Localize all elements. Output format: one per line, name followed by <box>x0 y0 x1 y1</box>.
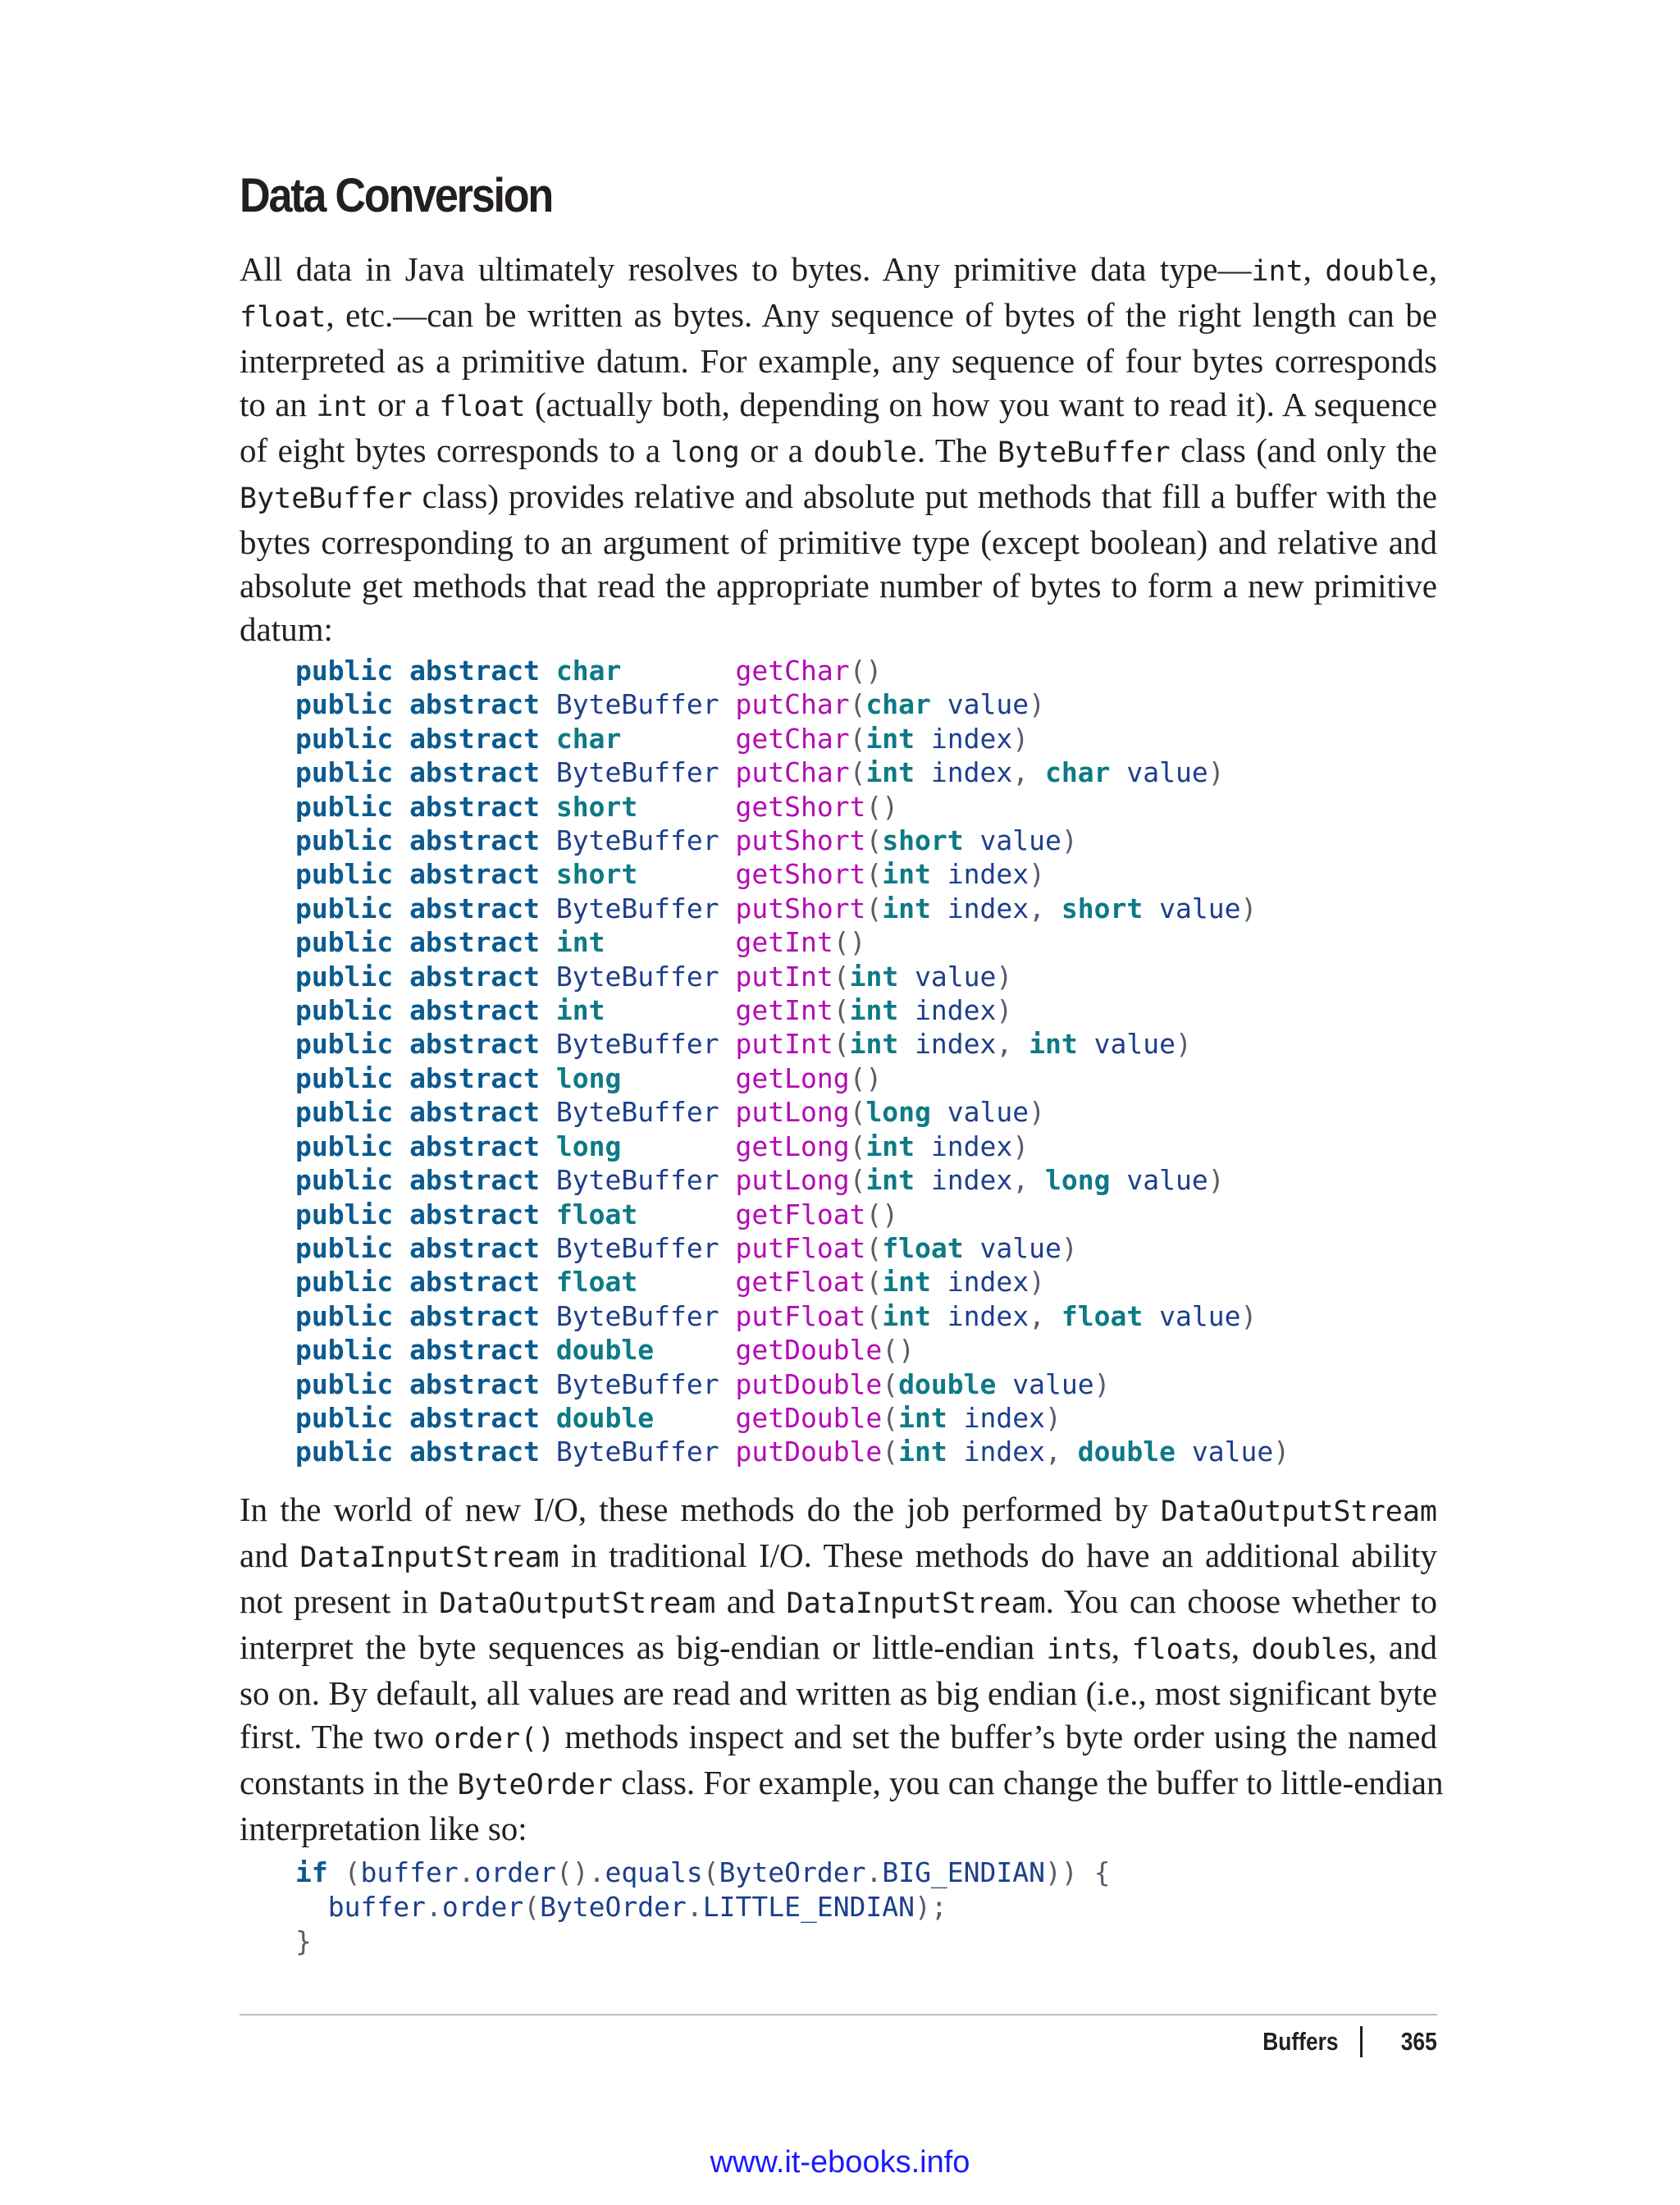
code-identifier: ByteOrder <box>540 1891 687 1923</box>
text-line: In the world of new I/O, these methods do the job performed by DataOutputStream <box>240 1491 1437 1528</box>
code-identifier: buffer <box>360 1856 459 1888</box>
inline-code: int <box>1046 1633 1098 1666</box>
code-punctuation: ); <box>915 1891 947 1923</box>
text-line: interpret the byte sequences as big-endian or little-endian ints, floats, doubles, and <box>240 1628 1437 1666</box>
code-punctuation: () <box>865 1198 899 1230</box>
code-type: int <box>882 1266 931 1299</box>
code-identifier: ByteOrder <box>719 1856 866 1888</box>
code-type: char <box>865 688 931 721</box>
code-identifier: index <box>930 1164 1013 1197</box>
code-method: getShort <box>735 858 866 891</box>
code-punctuation: , <box>1012 756 1029 789</box>
code-punctuation: () <box>865 790 899 823</box>
inline-code: ByteOrder <box>457 1769 613 1801</box>
code-keyword: abstract <box>409 1334 541 1367</box>
code-identifier: index <box>947 892 1029 924</box>
code-type: short <box>555 790 638 823</box>
code-identifier: value <box>1093 1028 1176 1061</box>
code-punctuation: ) <box>1045 1401 1061 1434</box>
code-punctuation: ( <box>865 858 883 891</box>
code-type: int <box>555 926 605 959</box>
code-method: getLong <box>735 1061 850 1094</box>
code-keyword: abstract <box>409 858 541 891</box>
text-line: to an int or a float (actually both, depending on how you want to read it). A sequence <box>240 386 1437 423</box>
inline-code: long <box>670 436 740 469</box>
inline-code: DataInputStream <box>786 1587 1046 1620</box>
code-punctuation: ( <box>865 1299 883 1332</box>
code-punctuation: () <box>849 1061 883 1094</box>
code-type: double <box>555 1334 655 1367</box>
code-identifier: value <box>1012 1367 1094 1400</box>
code-identifier: ByteBuffer <box>555 688 719 721</box>
code-punctuation: ( <box>849 756 866 789</box>
code-identifier: order <box>474 1856 556 1888</box>
text-line: not present in DataOutputStream and DataInputStream. You can choose whether to <box>240 1582 1438 1620</box>
code-punctuation: ( <box>849 688 866 721</box>
code-type: double <box>555 1401 655 1434</box>
code-identifier: ByteBuffer <box>555 892 719 924</box>
code-identifier: ByteBuffer <box>555 1028 719 1061</box>
inline-code: int <box>316 390 368 423</box>
code-type: short <box>1061 892 1144 924</box>
code-identifier: LITTLE_ENDIAN <box>702 1891 915 1923</box>
code-identifier: ByteBuffer <box>555 1299 719 1332</box>
code-keyword: public <box>295 1367 394 1400</box>
code-type: char <box>1045 756 1111 789</box>
code-method: putInt <box>735 1028 833 1061</box>
code-keyword: public <box>295 824 394 857</box>
code-keyword: public <box>295 892 394 924</box>
code-punctuation: ( <box>882 1367 899 1400</box>
code-punctuation: ( <box>702 1856 719 1888</box>
code-punctuation: ) <box>1029 1266 1046 1299</box>
code-punctuation: ) <box>1012 722 1029 755</box>
code-keyword: abstract <box>409 722 541 755</box>
code-identifier: index <box>947 1299 1029 1332</box>
code-identifier: BIG_ENDIAN <box>882 1856 1046 1888</box>
code-method: putLong <box>735 1164 850 1197</box>
code-identifier: ByteBuffer <box>555 756 719 789</box>
code-type: int <box>898 1401 947 1434</box>
footer-rule <box>240 2014 1437 2016</box>
code-keyword: abstract <box>409 1061 541 1094</box>
code-type: long <box>555 1061 622 1094</box>
code-type: int <box>865 1130 915 1162</box>
code-type: double <box>1077 1436 1176 1468</box>
code-punctuation: (). <box>555 1856 605 1888</box>
inline-code: int <box>1251 255 1303 288</box>
inline-code: float <box>439 390 526 423</box>
inline-code: DataInputStream <box>299 1541 559 1574</box>
code-punctuation: ( <box>344 1856 361 1888</box>
watermark-link[interactable]: www.it-ebooks.info <box>710 2145 970 2180</box>
code-type: int <box>865 722 915 755</box>
code-keyword: public <box>295 1299 394 1332</box>
code-punctuation: )) <box>1045 1856 1078 1888</box>
code-identifier: buffer <box>327 1891 426 1923</box>
code-identifier: index <box>963 1401 1045 1434</box>
code-punctuation: ( <box>865 1266 883 1299</box>
code-identifier: ByteBuffer <box>555 824 719 857</box>
code-type: long <box>865 1096 931 1129</box>
code-keyword: abstract <box>409 1436 541 1468</box>
paragraph-intro <box>240 248 1437 651</box>
inline-code: DataOutputStream <box>439 1587 716 1620</box>
text-line: of eight bytes corresponds to a long or a double. The ByteBuffer class (and only the <box>240 431 1437 469</box>
code-punctuation: , <box>1045 1436 1061 1468</box>
code-identifier: value <box>947 688 1029 721</box>
code-keyword: public <box>295 926 394 959</box>
code-identifier: value <box>1126 1164 1208 1197</box>
code-method: putInt <box>735 960 833 993</box>
code-punctuation: , <box>1012 1164 1029 1197</box>
code-punctuation: ( <box>865 824 883 857</box>
code-keyword: abstract <box>409 960 541 993</box>
code-method: putShort <box>735 824 866 857</box>
code-listing-bytebuffer-methods <box>295 654 1290 1469</box>
code-keyword: abstract <box>409 1164 541 1197</box>
code-punctuation: . <box>425 1891 442 1923</box>
code-punctuation: () <box>882 1334 915 1367</box>
code-identifier: index <box>930 1130 1013 1162</box>
code-keyword: public <box>295 960 394 993</box>
code-type: int <box>882 892 931 924</box>
code-identifier: value <box>915 960 997 993</box>
code-punctuation: ) <box>996 960 1013 993</box>
code-keyword: abstract <box>409 1299 541 1332</box>
code-type: int <box>865 1164 915 1197</box>
code-method: putLong <box>735 1096 850 1129</box>
code-type: int <box>849 994 899 1027</box>
code-punctuation: ) <box>1175 1028 1192 1061</box>
code-identifier: equals <box>605 1856 703 1888</box>
code-keyword: abstract <box>409 892 541 924</box>
code-keyword: abstract <box>409 790 541 823</box>
code-keyword: public <box>295 756 394 789</box>
code-method: getDouble <box>735 1334 883 1367</box>
code-punctuation: () <box>833 926 866 959</box>
code-punctuation: } <box>295 1925 312 1957</box>
text-line: All data in Java ultimately resolves to bytes. Any primitive data type—int, double, <box>240 250 1437 288</box>
code-method: putFloat <box>735 1231 866 1264</box>
code-identifier: ByteBuffer <box>555 960 719 993</box>
code-keyword: abstract <box>409 688 541 721</box>
inline-code: float <box>240 301 326 334</box>
inline-code: ByteBuffer <box>240 482 413 515</box>
code-punctuation: . <box>865 1856 883 1888</box>
code-punctuation: ) <box>1208 756 1225 789</box>
code-type: int <box>849 1028 899 1061</box>
code-identifier: index <box>915 1028 997 1061</box>
code-identifier: value <box>1159 1299 1241 1332</box>
code-punctuation: ) <box>1029 858 1046 891</box>
code-identifier: ByteBuffer <box>555 1231 719 1264</box>
code-method: getFloat <box>735 1266 866 1299</box>
code-type: char <box>555 655 622 687</box>
code-type: char <box>555 722 622 755</box>
code-identifier: ByteBuffer <box>555 1096 719 1129</box>
code-punctuation: ( <box>833 1028 850 1061</box>
code-type: int <box>882 858 931 891</box>
code-punctuation: ( <box>523 1891 541 1923</box>
section-heading: Data Conversion <box>240 169 553 222</box>
code-punctuation: { <box>1093 1856 1111 1888</box>
code-keyword: abstract <box>409 824 541 857</box>
text-line: so on. By default, all values are read and written as big endian (i.e., most significant byte <box>240 1674 1437 1712</box>
code-type: long <box>555 1130 622 1162</box>
code-punctuation: ) <box>1093 1367 1111 1400</box>
code-punctuation: ( <box>833 960 850 993</box>
code-identifier: value <box>1126 756 1208 789</box>
code-type: float <box>882 1231 964 1264</box>
code-type: float <box>555 1266 638 1299</box>
code-keyword: public <box>295 1198 394 1230</box>
code-method: putShort <box>735 892 866 924</box>
code-keyword: public <box>295 1096 394 1129</box>
code-method: putChar <box>735 756 850 789</box>
inline-code: DataOutputStream <box>1160 1495 1437 1528</box>
code-keyword: public <box>295 655 394 687</box>
text-line: first. The two order() methods inspect and set the buffer’s byte order using the named <box>240 1718 1437 1755</box>
code-identifier: value <box>947 1096 1029 1129</box>
code-type: int <box>555 994 605 1027</box>
code-punctuation: ) <box>1012 1130 1029 1162</box>
code-identifier: index <box>915 994 997 1027</box>
text-line: constants in the ByteOrder class. For example, you can change the buffer to little-endian <box>240 1764 1444 1801</box>
code-keyword: public <box>295 1266 394 1299</box>
code-keyword: abstract <box>409 994 541 1027</box>
inline-code: double <box>1325 255 1429 288</box>
code-method: getInt <box>735 926 833 959</box>
code-listing-order-example <box>295 1856 1111 1959</box>
footer-separator <box>1360 2026 1363 2057</box>
text-line: datum: <box>240 610 333 648</box>
code-punctuation: ( <box>882 1401 899 1434</box>
text-line: bytes corresponding to an argument of primitive type (except boolean) and relative and <box>240 523 1437 561</box>
code-punctuation: ) <box>1240 1299 1258 1332</box>
code-keyword: public <box>295 790 394 823</box>
inline-code: order() <box>433 1723 555 1755</box>
text-line: and DataInputStream in traditional I/O. These methods do have an additional ability <box>240 1536 1437 1574</box>
code-type: long <box>1045 1164 1111 1197</box>
code-punctuation: ) <box>1061 1231 1078 1264</box>
inline-code: ByteBuffer <box>998 436 1171 469</box>
code-identifier: value <box>979 1231 1061 1264</box>
code-keyword: public <box>295 722 394 755</box>
code-keyword: abstract <box>409 1198 541 1230</box>
code-method: putFloat <box>735 1299 866 1332</box>
code-keyword: abstract <box>409 1266 541 1299</box>
code-type: float <box>1061 1299 1144 1332</box>
code-keyword: public <box>295 1401 394 1434</box>
code-punctuation: , <box>1029 1299 1046 1332</box>
code-method: getInt <box>735 994 833 1027</box>
code-type: int <box>849 960 899 993</box>
code-keyword: abstract <box>409 1096 541 1129</box>
paragraph-byte-order <box>240 1488 1444 1851</box>
code-punctuation: ( <box>849 1164 866 1197</box>
code-type: float <box>555 1198 638 1230</box>
code-keyword: abstract <box>409 655 541 687</box>
inline-code: float <box>1131 1633 1218 1666</box>
code-keyword: public <box>295 994 394 1027</box>
page-number: 365 <box>1401 2027 1437 2056</box>
code-method: getChar <box>735 655 850 687</box>
code-keyword: abstract <box>409 756 541 789</box>
code-keyword: if <box>295 1856 328 1888</box>
text-line: float, etc.—can be written as bytes. Any sequence of bytes of the right length can be <box>240 296 1437 334</box>
code-punctuation: ( <box>865 892 883 924</box>
code-method: putDouble <box>735 1367 883 1400</box>
code-keyword: public <box>295 1061 394 1094</box>
code-type: double <box>898 1367 997 1400</box>
inline-code: double <box>813 436 917 469</box>
code-identifier: order <box>441 1891 524 1923</box>
code-type: int <box>1029 1028 1078 1061</box>
code-type: short <box>555 858 638 891</box>
code-punctuation: ) <box>1029 1096 1046 1129</box>
code-punctuation: ( <box>849 1130 866 1162</box>
code-keyword: abstract <box>409 1401 541 1434</box>
code-keyword: public <box>295 1334 394 1367</box>
code-keyword: public <box>295 1164 394 1197</box>
code-keyword: public <box>295 1028 394 1061</box>
code-identifier: index <box>947 1266 1029 1299</box>
code-type: short <box>882 824 964 857</box>
code-punctuation: . <box>458 1856 475 1888</box>
inline-code: double <box>1251 1633 1356 1666</box>
code-keyword: public <box>295 858 394 891</box>
text-line: interpretation like so: <box>240 1810 527 1847</box>
code-punctuation: ( <box>849 1096 866 1129</box>
code-punctuation: ) <box>1029 688 1046 721</box>
code-keyword: abstract <box>409 1367 541 1400</box>
code-method: getDouble <box>735 1401 883 1434</box>
code-identifier: ByteBuffer <box>555 1436 719 1468</box>
code-type: int <box>898 1436 947 1468</box>
code-identifier: index <box>947 858 1029 891</box>
code-method: getFloat <box>735 1198 866 1230</box>
code-identifier: index <box>930 756 1013 789</box>
code-keyword: abstract <box>409 1130 541 1162</box>
code-keyword: public <box>295 1231 394 1264</box>
code-identifier: value <box>979 824 1061 857</box>
code-type: int <box>882 1299 931 1332</box>
code-type: int <box>865 756 915 789</box>
code-keyword: public <box>295 1436 394 1468</box>
code-identifier: value <box>1159 892 1241 924</box>
code-keyword: abstract <box>409 1231 541 1264</box>
code-punctuation: () <box>849 655 883 687</box>
code-identifier: index <box>963 1436 1045 1468</box>
code-identifier: ByteBuffer <box>555 1367 719 1400</box>
code-keyword: public <box>295 1130 394 1162</box>
code-method: getChar <box>735 722 850 755</box>
text-line: ByteBuffer class) provides relative and absolute put methods that fill a buffer with the <box>240 477 1437 515</box>
code-punctuation: ( <box>833 994 850 1027</box>
code-punctuation: ) <box>1240 892 1258 924</box>
footer-section-title: Buffers <box>1262 2027 1339 2056</box>
code-punctuation: ( <box>849 722 866 755</box>
code-punctuation: ) <box>996 994 1013 1027</box>
code-method: putChar <box>735 688 850 721</box>
code-method: putDouble <box>735 1436 883 1468</box>
code-keyword: abstract <box>409 926 541 959</box>
code-identifier: index <box>930 722 1013 755</box>
code-keyword: abstract <box>409 1028 541 1061</box>
code-punctuation: , <box>1029 892 1046 924</box>
text-line: absolute get methods that read the appropriate number of bytes to form a new primitive <box>240 567 1437 605</box>
code-punctuation: ) <box>1273 1436 1290 1468</box>
code-punctuation: ) <box>1208 1164 1225 1197</box>
code-method: getShort <box>735 790 866 823</box>
code-punctuation: . <box>686 1891 703 1923</box>
code-punctuation: ( <box>865 1231 883 1264</box>
code-punctuation: , <box>996 1028 1013 1061</box>
code-punctuation: ) <box>1061 824 1078 857</box>
code-identifier: value <box>1191 1436 1274 1468</box>
code-punctuation: ( <box>882 1436 899 1468</box>
code-method: getLong <box>735 1130 850 1162</box>
code-identifier: ByteBuffer <box>555 1164 719 1197</box>
code-keyword: public <box>295 688 394 721</box>
text-line: interpreted as a primitive datum. For example, any sequence of four bytes corresponds <box>240 342 1437 380</box>
